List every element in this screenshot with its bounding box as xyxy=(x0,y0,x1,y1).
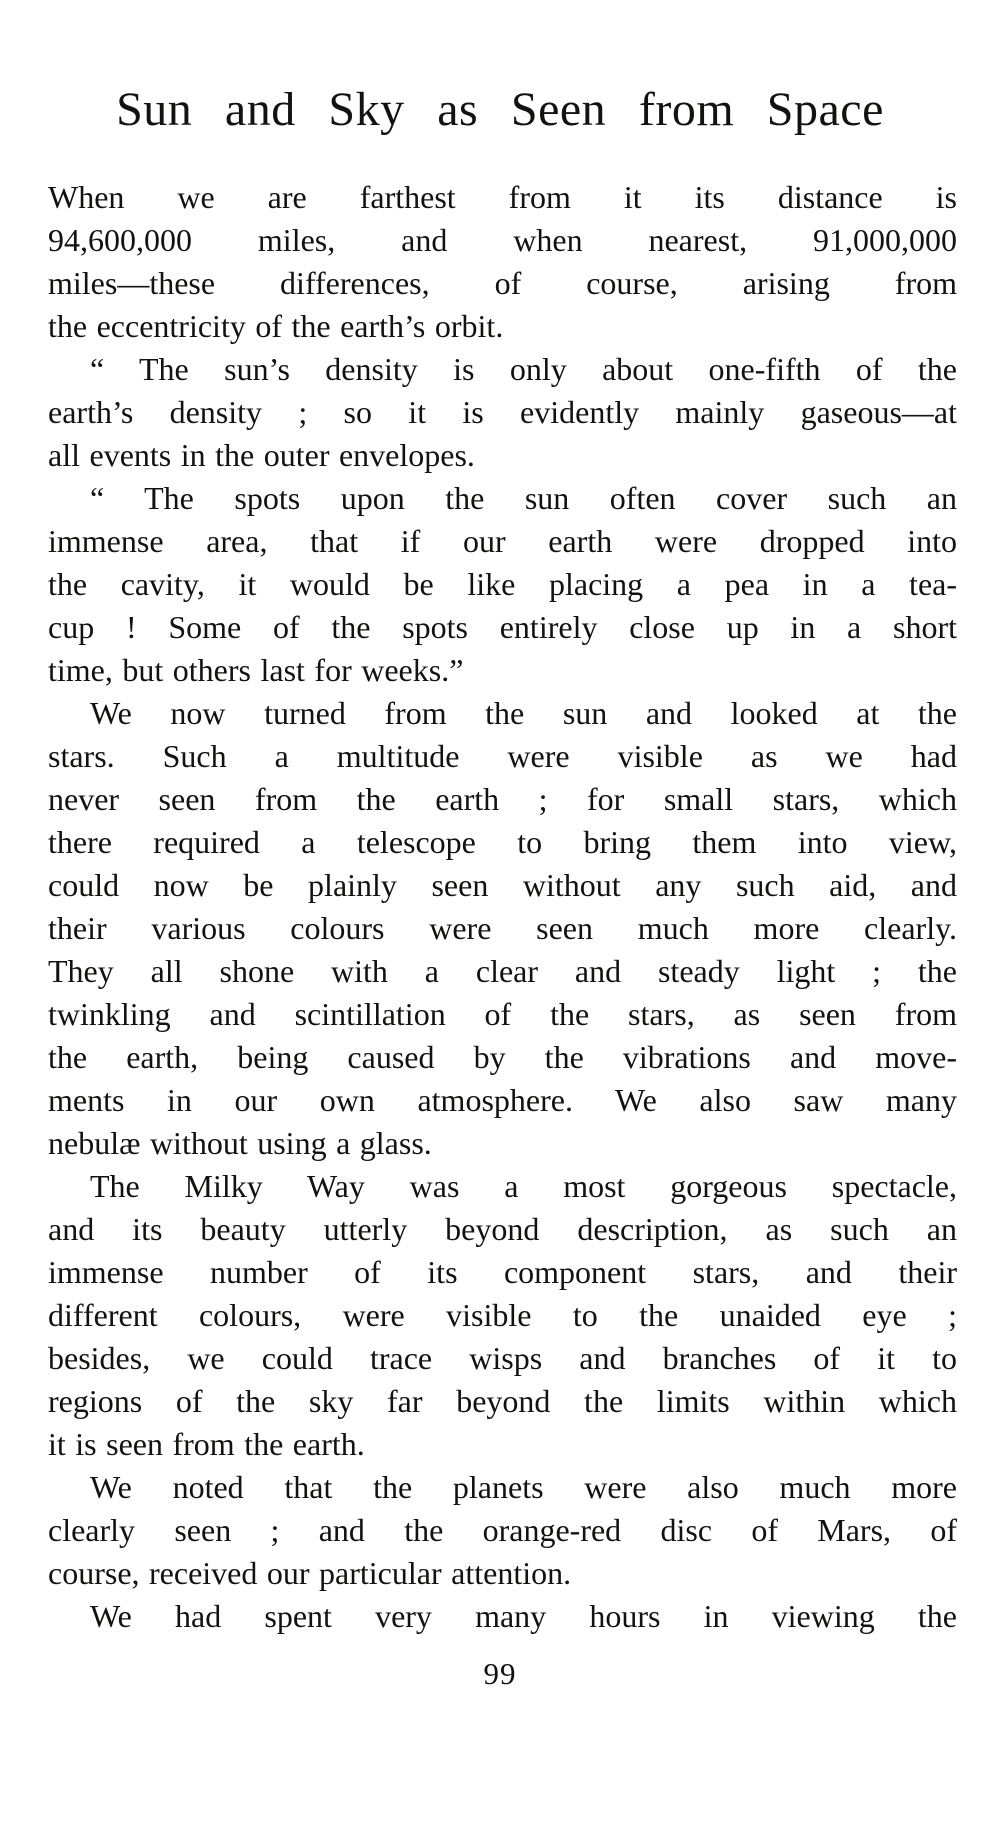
text-line: “ The sun’s density is only about one-fifth of the xyxy=(90,351,957,387)
paragraph xyxy=(48,692,957,1165)
text-line: immense area, that if our earth were dropped into xyxy=(48,523,957,559)
text-line: their various colours were seen much more clearly. xyxy=(48,910,957,946)
text-line: the cavity, it would be like placing a pea in a tea- xyxy=(48,566,957,602)
text-line: it is seen from the earth. xyxy=(48,1426,365,1462)
text-line: there required a telescope to bring them into view, xyxy=(48,824,957,860)
text-line: all events in the outer envelopes. xyxy=(48,437,475,473)
text-line: ments in our own atmosphere. We also saw many xyxy=(48,1082,957,1118)
text-line: the earth, being caused by the vibrations and move- xyxy=(48,1039,957,1075)
paragraph xyxy=(48,348,957,477)
text-line: When we are farthest from it its distance is xyxy=(48,179,957,215)
text-line: the eccentricity of the earth’s orbit. xyxy=(48,308,504,344)
text-line: They all shone with a clear and steady light ; the xyxy=(48,953,957,989)
page-title: Sun and Sky as Seen from Space xyxy=(116,83,884,136)
text-line: We noted that the planets were also much more xyxy=(90,1469,957,1505)
page-number: 99 xyxy=(483,1656,517,1691)
paragraph xyxy=(48,1466,957,1595)
text-line: regions of the sky far beyond the limits within which xyxy=(48,1383,957,1419)
paragraph xyxy=(48,477,957,692)
text-line: twinkling and scintillation of the stars, as seen from xyxy=(48,996,957,1032)
text-line: stars. Such a multitude were visible as we had xyxy=(48,738,957,774)
paragraph xyxy=(48,1595,957,1638)
text-line: cup ! Some of the spots entirely close up in a short xyxy=(48,609,957,645)
text-line: and its beauty utterly beyond description, as such an xyxy=(48,1211,957,1247)
text-line: never seen from the earth ; for small stars, which xyxy=(48,781,957,817)
text-line: immense number of its component stars, and their xyxy=(48,1254,957,1290)
text-line: course, received our particular attention. xyxy=(48,1555,572,1591)
text-line: The Milky Way was a most gorgeous spectacle, xyxy=(90,1168,957,1204)
text-line: miles—these differences, of course, arising from xyxy=(48,265,957,301)
paragraph xyxy=(48,1165,957,1466)
text-line: time, but others last for weeks.” xyxy=(48,652,464,688)
text-line: clearly seen ; and the orange-red disc of Mars, of xyxy=(48,1512,957,1548)
text-line: “ The spots upon the sun often cover such an xyxy=(90,480,957,516)
text-line: besides, we could trace wisps and branches of it to xyxy=(48,1340,957,1376)
text-line: 94,600,000 miles, and when nearest, 91,000,000 xyxy=(48,222,957,258)
text-line: We now turned from the sun and looked at the xyxy=(90,695,957,731)
text-line: could now be plainly seen without any such aid, and xyxy=(48,867,957,903)
text-line: earth’s density ; so it is evidently mainly gaseous—at xyxy=(48,394,957,430)
paragraph xyxy=(48,176,957,348)
text-line: We had spent very many hours in viewing the xyxy=(90,1598,957,1634)
text-line: different colours, were visible to the unaided eye ; xyxy=(48,1297,957,1333)
text-line: nebulæ without using a glass. xyxy=(48,1125,432,1161)
page-body xyxy=(0,176,1000,1638)
